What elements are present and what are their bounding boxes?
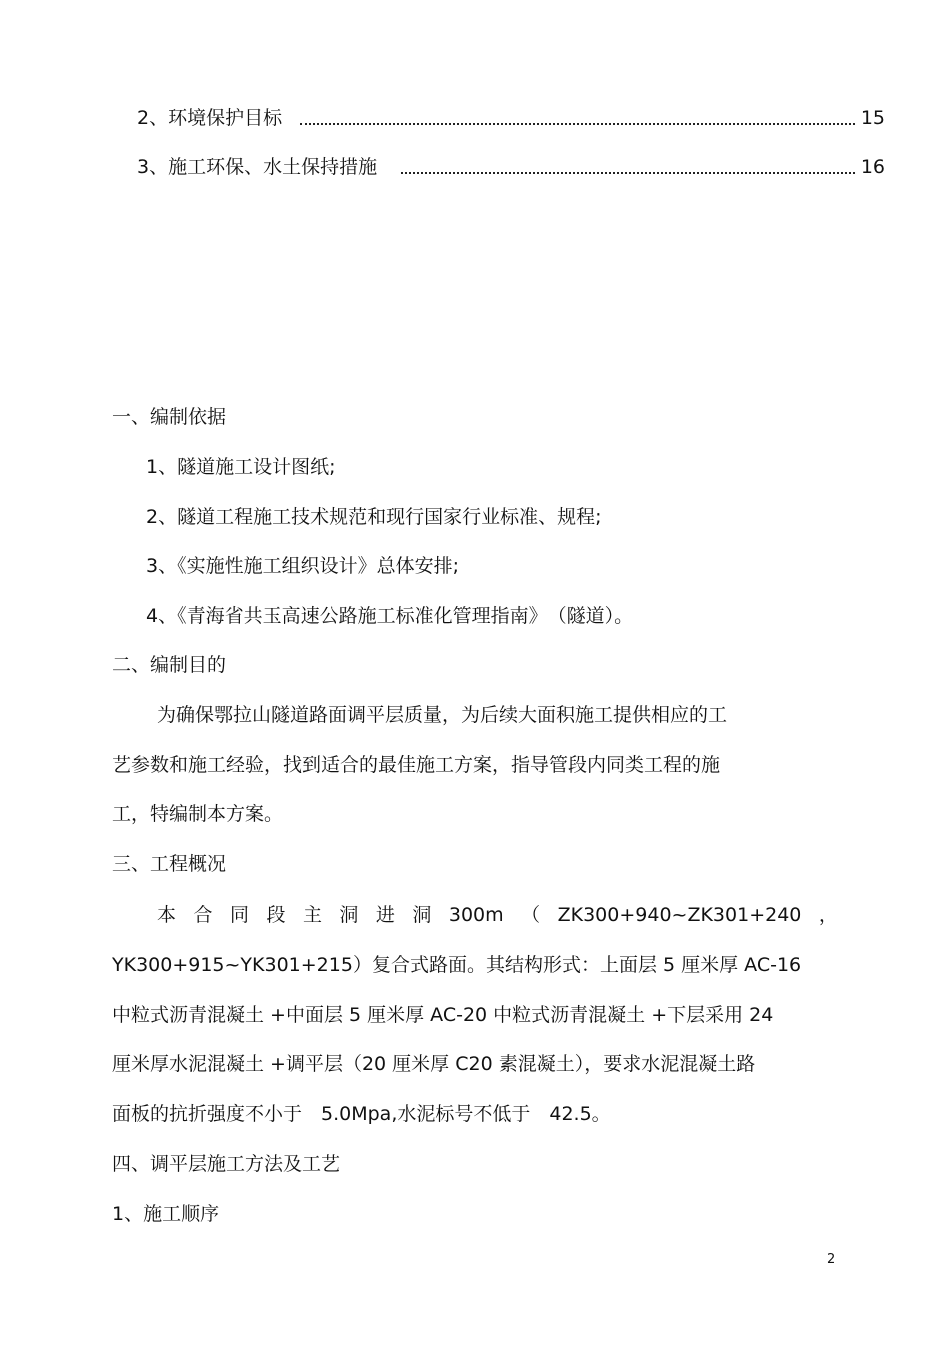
section-heading-basis: 一、编制依据	[112, 406, 227, 428]
section-heading-purpose: 二、编制目的	[112, 654, 227, 676]
overview-word: 主	[302, 904, 322, 926]
overview-line-4: 厘米厚水泥混凝土 +调平层（20 厘米厚 C20 素混凝土），要求水泥混凝土路	[112, 1053, 756, 1075]
section-heading-method: 四、调平层施工方法及工艺	[112, 1153, 341, 1175]
section-heading-overview: 三、工程概况	[112, 853, 227, 875]
subsection-heading-sequence: 1、施工顺序	[112, 1203, 220, 1225]
overview-word: 合	[193, 904, 213, 926]
page-number: 2	[827, 1252, 836, 1267]
basis-item-1: 1、隧道施工设计图纸;	[146, 456, 336, 478]
overview-word: ZK300+940~ZK301+240	[557, 904, 802, 926]
overview-word: 洞	[339, 904, 359, 926]
overview-word: ，	[818, 904, 838, 926]
purpose-line-3: 工，特编制本方案。	[112, 803, 284, 825]
overview-line-1	[157, 903, 838, 927]
basis-item-3: 3、《实施性施工组织设计》总体安排;	[146, 555, 459, 577]
purpose-line-1: 为确保鄂拉山隧道路面调平层质量，为后续大面积施工提供相应的工	[157, 704, 728, 726]
overview-line-5: 面板的抗折强度不小于 5.0Mpa,水泥标号不低于 42.5。	[112, 1103, 611, 1125]
overview-word: 同	[229, 904, 249, 926]
overview-word: 本	[157, 904, 177, 926]
toc-entry-label: 2、环境保护目标	[137, 107, 283, 129]
toc-dot-leader	[401, 172, 855, 174]
toc-entry-page: 16	[860, 156, 885, 178]
overview-word: 洞	[412, 904, 432, 926]
basis-item-2: 2、隧道工程施工技术规范和现行国家行业标准、规程;	[146, 506, 602, 528]
toc-dot-leader	[300, 123, 855, 125]
purpose-line-2: 艺参数和施工经验，找到适合的最佳施工方案，指导管段内同类工程的施	[112, 754, 721, 776]
overview-line-3: 中粒式沥青混凝土 +中面层 5 厘米厚 AC-20 中粒式沥青混凝土 +下层采用 24	[112, 1004, 774, 1026]
toc-entry-environment-measures[interactable]	[137, 155, 885, 179]
overview-word: 300m	[448, 904, 504, 926]
toc-entry-environment-goals[interactable]	[137, 106, 885, 130]
overview-word: （	[521, 904, 541, 926]
overview-line-2: YK300+915~YK301+215）复合式路面。其结构形式：上面层 5 厘米厚 AC-16	[112, 954, 802, 976]
basis-item-4: 4、《青海省共玉高速公路施工标准化管理指南》 （隧道）。	[146, 605, 634, 627]
overview-word: 段	[266, 904, 286, 926]
toc-entry-label: 3、施工环保、水土保持措施	[137, 156, 378, 178]
overview-word: 进	[375, 904, 395, 926]
toc-entry-page: 15	[860, 107, 885, 129]
